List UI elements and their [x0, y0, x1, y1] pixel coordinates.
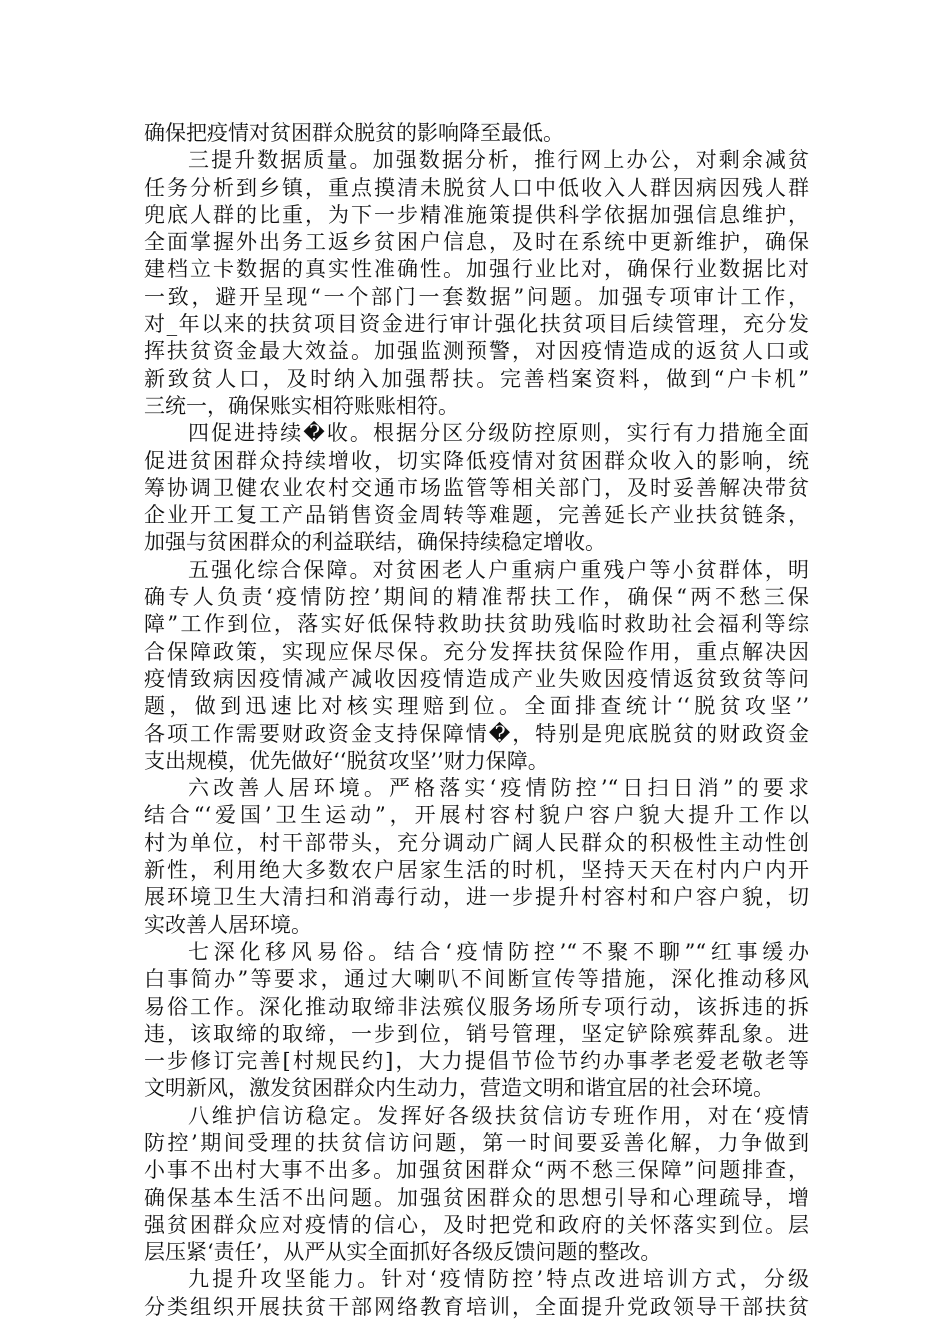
text-line: 八维护信访稳定。发挥好各级扶贫信访专班作用，对在‘疫情: [188, 1103, 809, 1128]
text-line: 筹协调卫健农业农村交通市场监管等相关部门，及时妥善解决带贫: [144, 475, 809, 500]
text-line: 一步修订完善[村规民约]，大力提倡节俭节约办事孝老爱老敬老等: [144, 1049, 809, 1074]
text-line: 任务分析到乡镇，重点摸清未脱贫人口中低收入人群因病因残人群: [144, 175, 809, 200]
text-line: 新性，利用绝大多数农户居家生活的时机，坚持天天在村内户内开: [144, 858, 809, 883]
text-line: 三统一，确保账实相符账账相符。: [144, 393, 459, 418]
text-line: 加强与贫困群众的利益联结，确保持续稳定增收。: [144, 530, 606, 555]
text-line: 各项工作需要财政资金支持保障情�，特别是兜底脱贫的财政资金: [144, 721, 809, 746]
text-line: 全面掌握外出务工返乡贫困户信息，及时在系统中更新维护，确保: [144, 230, 809, 255]
text-line: 五强化综合保障。对贫困老人户重病户重残户等小贫群体，明: [188, 557, 809, 582]
text-line: 一致，避开呈现“一个部门一套数据”问题。加强专项审计工作，: [144, 284, 809, 309]
text-line: 六改善人居环境。严格落实‘疫情防控’“日扫日消”的要求: [188, 776, 809, 801]
text-line: 七深化移风易俗。结合‘疫情防控’“不聚不聊”“红事缓办: [188, 939, 809, 964]
text-line: 村为单位，村干部带头，充分调动广阔人民群众的积极性主动性创: [144, 830, 809, 855]
text-line: 疫情致病因疫情减产减收因疫情造成产业失败因疫情返贫致贫等问: [144, 666, 809, 691]
text-line: 文明新风，激发贫困群众内生动力，营造文明和谐宜居的社会环境。: [144, 1076, 774, 1101]
text-line: 违，该取缔的取缔，一步到位，销号管理，坚定铲除殡葬乱象。进: [144, 1021, 809, 1046]
text-line: 障”工作到位，落实好低保特救助扶贫助残临时救助社会福利等综: [144, 612, 809, 637]
text-line: 挥扶贫资金最大效益。加强监测预警，对因疫情造成的返贫人口或: [144, 339, 809, 364]
text-line: 分类组织开展扶贫干部网络教育培训，全面提升党政领导干部扶贫: [144, 1294, 809, 1319]
text-line: 九提升攻坚能力。针对‘疫情防控’特点改进培训方式，分级: [188, 1267, 809, 1292]
text-line: 确保基本生活不出问题。加强贫困群众的思想引导和心理疏导，增: [144, 1185, 809, 1210]
text-line: 确专人负责‘疫情防控’期间的精准帮扶工作，确保“两不愁三保: [144, 585, 809, 610]
text-line: 强贫困群众应对疫情的信心，及时把党和政府的关怀落实到位。层: [144, 1212, 809, 1237]
text-line: 四促进持续�收。根据分区分级防控原则，实行有力措施全面: [188, 421, 809, 446]
text-line: 展环境卫生大清扫和消毒行动，进一步提升村容村和户容户貌，切: [144, 885, 809, 910]
text-line: 白事简办”等要求，通过大喇叭不间断宣传等措施，深化推动移风: [144, 967, 809, 992]
text-line: 促进贫困群众持续增收，切实降低疫情对贫困群众收入的影响，统: [144, 448, 809, 473]
text-line: 建档立卡数据的真实性准确性。加强行业比对，确保行业数据比对: [144, 257, 809, 282]
text-line: 对_年以来的扶贫项目资金进行审计强化扶贫项目后续管理，充分发: [144, 312, 809, 337]
document-page: [144, 120, 809, 1321]
text-line: 结合“‘爱国’卫生运动”，开展村容村貌户容户貌大提升工作以: [144, 803, 809, 828]
text-line: 小事不出村大事不出多。加强贫困群众“两不愁三保障”问题排查，: [144, 1158, 809, 1183]
text-line: 实改善人居环境。: [144, 912, 312, 937]
text-line: 防控’期间受理的扶贫信访问题，第一时间要妥善化解，力争做到: [144, 1130, 809, 1155]
text-line: 易俗工作。深化推动取缔非法殡仪服务场所专项行动，该拆违的拆: [144, 994, 809, 1019]
text-line: 确保把疫情对贫困群众脱贫的影响降至最低。: [144, 121, 564, 145]
text-line: 兜底人群的比重，为下一步精准施策提供科学依据加强信息维护，: [144, 202, 809, 227]
text-line: 合保障政策，实现应保尽保。充分发挥扶贫保险作用，重点解决因: [144, 639, 809, 664]
text-line: 支出规模，优先做好‘‘脱贫攻坚’’财力保障。: [144, 748, 549, 773]
text-line: 新致贫人口，及时纳入加强帮扶。完善档案资料，做到“户卡机”: [144, 366, 809, 391]
text-line: 三提升数据质量。加强数据分析，推行网上办公，对剩余减贫: [188, 148, 809, 173]
text-line: 企业开工复工产品销售资金周转等难题，完善延长产业扶贫链条，: [144, 503, 809, 528]
text-line: 题，做到迅速比对核实理赔到位。全面排查统计‘‘脱贫攻坚’’: [144, 694, 809, 719]
text-line: 层压紧‘责任’，从严从实全面抓好各级反馈问题的整改。: [144, 1240, 662, 1265]
